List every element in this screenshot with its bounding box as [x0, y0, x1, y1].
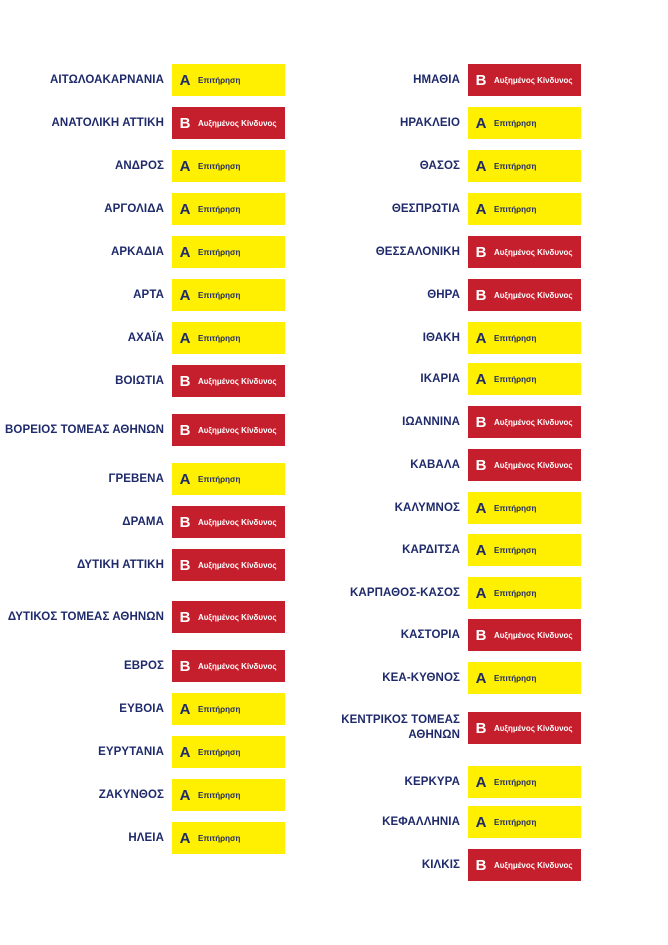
region-name: ΗΜΑΘΙΑ: [413, 73, 460, 86]
region-row: [0, 693, 300, 725]
region-name: ΒΟΙΩΤΙΑ: [115, 374, 164, 387]
region-row: [0, 779, 300, 811]
region-row: [300, 449, 600, 481]
level-a-badge: [172, 279, 285, 311]
region-row: [300, 619, 600, 651]
level-a-badge: [468, 107, 581, 139]
level-label: Επιτήρηση: [494, 673, 537, 683]
level-letter: A: [475, 329, 487, 347]
level-label: Επιτήρηση: [198, 333, 241, 343]
level-label: Επιτήρηση: [198, 161, 241, 171]
level-letter: B: [179, 608, 191, 626]
level-letter: A: [475, 200, 487, 218]
level-label: Αυξημένος Κίνδυνος: [494, 247, 573, 257]
level-letter: A: [475, 499, 487, 517]
level-b-badge: [172, 107, 285, 139]
region-name: ΔΥΤΙΚΗ ΑΤΤΙΚΗ: [77, 558, 164, 571]
level-letter: A: [179, 700, 191, 718]
region-name: ΔΥΤΙΚΟΣ ΤΟΜΕΑΣ ΑΘΗΝΩΝ: [7, 610, 164, 623]
level-label: Επιτήρηση: [198, 247, 241, 257]
region-row: [0, 322, 300, 354]
region-row: [300, 806, 600, 838]
level-letter: A: [475, 114, 487, 132]
region-name: ΘΗΡΑ: [427, 288, 460, 301]
region-name: ΖΑΚΥΝΘΟΣ: [98, 788, 164, 801]
region-name: ΑΝΔΡΟΣ: [115, 159, 164, 172]
level-label: Επιτήρηση: [494, 817, 537, 827]
level-letter: A: [475, 813, 487, 831]
region-row: [300, 193, 600, 225]
level-a-badge: [468, 534, 581, 566]
level-letter: B: [475, 626, 487, 644]
level-letter: A: [179, 470, 191, 488]
region-name: ΑΡΓΟΛΙΔΑ: [104, 202, 164, 215]
level-a-badge: [172, 322, 285, 354]
level-a-badge: [172, 779, 285, 811]
region-row: [300, 64, 600, 96]
level-letter: A: [179, 157, 191, 175]
level-label: Αυξημένος Κίνδυνος: [198, 612, 277, 622]
region-row: [300, 534, 600, 566]
level-label: Αυξημένος Κίνδυνος: [494, 417, 573, 427]
region-name: ΚΕΑ-ΚΥΘΝΟΣ: [382, 671, 460, 684]
level-letter: A: [475, 773, 487, 791]
region-row: [300, 406, 600, 438]
level-label: Επιτήρηση: [198, 474, 241, 484]
level-a-badge: [468, 577, 581, 609]
level-b-badge: [468, 406, 581, 438]
region-row: [300, 236, 600, 268]
level-label: Επιτήρηση: [198, 833, 241, 843]
region-name: ΕΥΒΟΙΑ: [119, 702, 164, 715]
level-label: Επιτήρηση: [494, 333, 537, 343]
level-label: Επιτήρηση: [494, 503, 537, 513]
region-name: ΙΚΑΡΙΑ: [420, 372, 460, 385]
level-b-badge: [468, 279, 581, 311]
level-label: Επιτήρηση: [198, 75, 241, 85]
level-label: Επιτήρηση: [198, 290, 241, 300]
level-a-badge: [468, 363, 581, 395]
level-label: Επιτήρηση: [494, 777, 537, 787]
level-label: Αυξημένος Κίνδυνος: [494, 290, 573, 300]
region-name: ΚΑΒΑΛΑ: [410, 458, 460, 471]
region-name: ΘΑΣΟΣ: [419, 159, 460, 172]
level-letter: B: [179, 657, 191, 675]
level-label: Επιτήρηση: [494, 204, 537, 214]
level-letter: B: [179, 421, 191, 439]
region-name: ΘΕΣΠΡΩΤΙΑ: [391, 202, 460, 215]
region-row: [300, 849, 600, 881]
level-label: Επιτήρηση: [494, 118, 537, 128]
level-a-badge: [172, 150, 285, 182]
level-b-badge: [468, 449, 581, 481]
region-row: [0, 736, 300, 768]
region-row: [300, 279, 600, 311]
level-letter: A: [475, 541, 487, 559]
level-letter: A: [475, 157, 487, 175]
region-row: [0, 822, 300, 854]
region-name: ΙΩΑΝΝΙΝΑ: [402, 415, 460, 428]
level-a-badge: [172, 822, 285, 854]
level-label: Αυξημένος Κίνδυνος: [494, 723, 573, 733]
level-a-badge: [468, 766, 581, 798]
level-b-badge: [172, 414, 285, 446]
level-letter: B: [179, 372, 191, 390]
level-letter: A: [475, 370, 487, 388]
level-label: Αυξημένος Κίνδυνος: [494, 630, 573, 640]
level-label: Αυξημένος Κίνδυνος: [198, 560, 277, 570]
region-name: ΚΑΛΥΜΝΟΣ: [394, 501, 460, 514]
level-label: Επιτήρηση: [198, 204, 241, 214]
region-name: ΑΧΑΪΑ: [127, 331, 164, 344]
region-name: ΑΝΑΤΟΛΙΚΗ ΑΤΤΙΚΗ: [51, 116, 164, 129]
region-row: [0, 193, 300, 225]
region-row: [0, 414, 300, 446]
level-b-badge: [468, 64, 581, 96]
region-row: [0, 279, 300, 311]
level-letter: A: [179, 786, 191, 804]
region-name: ΗΡΑΚΛΕΙΟ: [399, 116, 460, 129]
level-label: Επιτήρηση: [494, 374, 537, 384]
region-name: ΑΡΤΑ: [133, 288, 164, 301]
level-a-badge: [468, 150, 581, 182]
level-a-badge: [172, 64, 285, 96]
level-letter: B: [475, 243, 487, 261]
region-row: [0, 64, 300, 96]
region-name: ΚΕΝΤΡΙΚΟΣ ΤΟΜΕΑΣ ΑΘΗΝΩΝ: [341, 714, 460, 741]
region-row: [0, 650, 300, 682]
level-letter: B: [475, 719, 487, 737]
level-b-badge: [172, 650, 285, 682]
level-label: Επιτήρηση: [198, 790, 241, 800]
region-row: [300, 363, 600, 395]
level-label: Επιτήρηση: [198, 747, 241, 757]
level-a-badge: [468, 193, 581, 225]
level-letter: B: [179, 556, 191, 574]
level-b-badge: [468, 236, 581, 268]
region-name: ΚΕΡΚΥΡΑ: [404, 775, 460, 788]
level-a-badge: [468, 492, 581, 524]
level-label: Επιτήρηση: [494, 161, 537, 171]
region-name: ΙΘΑΚΗ: [422, 331, 460, 344]
region-row: [300, 577, 600, 609]
level-label: Αυξημένος Κίνδυνος: [494, 860, 573, 870]
region-row: [300, 712, 600, 744]
level-letter: A: [179, 71, 191, 89]
region-name: ΕΒΡΟΣ: [124, 659, 164, 672]
level-a-badge: [172, 693, 285, 725]
level-label: Αυξημένος Κίνδυνος: [494, 460, 573, 470]
level-label: Επιτήρηση: [494, 588, 537, 598]
level-label: Αυξημένος Κίνδυνος: [198, 425, 277, 435]
region-row: [300, 492, 600, 524]
level-letter: B: [475, 286, 487, 304]
region-name: ΓΡΕΒΕΝΑ: [108, 472, 164, 485]
level-letter: A: [475, 669, 487, 687]
region-name: ΑΡΚΑΔΙΑ: [110, 245, 164, 258]
region-name: ΚΑΡΠΑΘΟΣ-ΚΑΣΟΣ: [350, 586, 460, 599]
region-row: [0, 365, 300, 397]
level-letter: B: [475, 856, 487, 874]
level-letter: A: [179, 286, 191, 304]
region-row: [300, 662, 600, 694]
level-letter: A: [179, 743, 191, 761]
region-name: ΔΡΑΜΑ: [122, 515, 164, 528]
level-b-badge: [468, 712, 581, 744]
region-row: [0, 107, 300, 139]
region-name: ΚΙΛΚΙΣ: [421, 858, 460, 871]
level-letter: B: [475, 456, 487, 474]
level-a-badge: [172, 463, 285, 495]
level-label: Αυξημένος Κίνδυνος: [198, 376, 277, 386]
level-a-badge: [172, 193, 285, 225]
region-row: [300, 322, 600, 354]
region-name: ΚΑΣΤΟΡΙΑ: [400, 628, 460, 641]
level-label: Επιτήρηση: [494, 545, 537, 555]
region-name: ΚΕΦΑΛΛΗΝΙΑ: [382, 815, 460, 828]
level-letter: B: [179, 114, 191, 132]
region-row: [300, 766, 600, 798]
level-a-badge: [172, 236, 285, 268]
level-label: Αυξημένος Κίνδυνος: [494, 75, 573, 85]
region-name: ΒΟΡΕΙΟΣ ΤΟΜΕΑΣ ΑΘΗΝΩΝ: [5, 423, 164, 436]
level-letter: A: [179, 329, 191, 347]
level-b-badge: [468, 619, 581, 651]
level-a-badge: [468, 662, 581, 694]
region-name: ΑΙΤΩΛΟΑΚΑΡΝΑΝΙΑ: [49, 73, 164, 86]
level-b-badge: [172, 549, 285, 581]
level-letter: B: [179, 513, 191, 531]
level-letter: A: [179, 829, 191, 847]
region-name: ΕΥΡΥΤΑΝΙΑ: [98, 745, 164, 758]
region-row: [300, 107, 600, 139]
region-name: ΘΕΣΣΑΛΟΝΙΚΗ: [375, 245, 460, 258]
region-row: [0, 150, 300, 182]
region-name: ΗΛΕΙΑ: [128, 831, 164, 844]
level-letter: A: [179, 243, 191, 261]
level-b-badge: [172, 365, 285, 397]
region-row: [0, 236, 300, 268]
level-a-badge: [172, 736, 285, 768]
level-label: Αυξημένος Κίνδυνος: [198, 661, 277, 671]
level-label: Αυξημένος Κίνδυνος: [198, 118, 277, 128]
level-letter: A: [179, 200, 191, 218]
level-b-badge: [468, 849, 581, 881]
level-letter: B: [475, 413, 487, 431]
level-label: Αυξημένος Κίνδυνος: [198, 517, 277, 527]
region-row: [0, 549, 300, 581]
level-b-badge: [172, 506, 285, 538]
level-letter: A: [475, 584, 487, 602]
level-label: Επιτήρηση: [198, 704, 241, 714]
level-a-badge: [468, 322, 581, 354]
region-row: [0, 463, 300, 495]
region-row: [0, 506, 300, 538]
region-row: [300, 150, 600, 182]
region-row: [0, 601, 300, 633]
region-name: ΚΑΡΔΙΤΣΑ: [402, 543, 460, 556]
level-a-badge: [468, 806, 581, 838]
level-letter: B: [475, 71, 487, 89]
level-b-badge: [172, 601, 285, 633]
